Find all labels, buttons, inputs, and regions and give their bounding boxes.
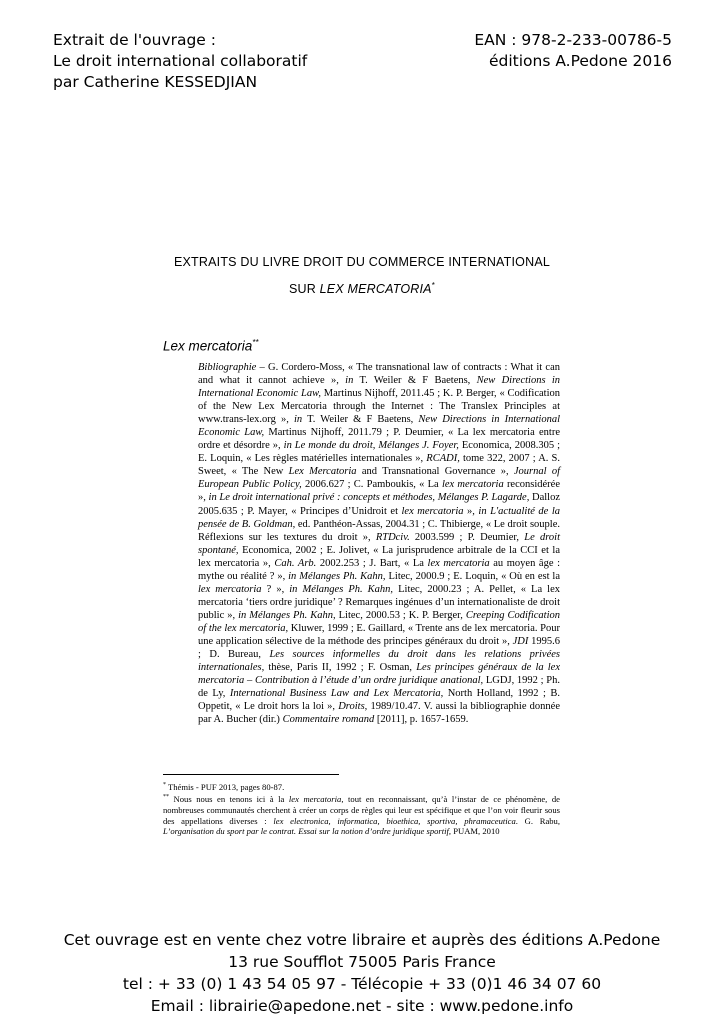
bibliography-segment: RCADI, bbox=[426, 453, 460, 465]
footnote-2 bbox=[163, 792, 560, 836]
bibliography-segment: Les sources informelles du droit dans les relations privées internationales, bbox=[198, 649, 560, 674]
footer-phone-fax: tel : + 33 (0) 1 43 54 05 97 - Télécopie + 33 (0)1 46 34 07 60 bbox=[122, 975, 602, 993]
footnote-2-segment: , PUAM, 2010 bbox=[448, 826, 500, 837]
bibliography-segment: in bbox=[345, 375, 354, 387]
header-publisher: éditions A.Pedone 2016 bbox=[488, 52, 672, 70]
bibliography-segment: », bbox=[463, 505, 479, 517]
bibliography-segment: and Transnational Governance », bbox=[356, 466, 514, 478]
bibliography-segment: in Mélanges Ph. Kahn, bbox=[288, 570, 386, 582]
bibliography-segment: JDI bbox=[512, 635, 529, 647]
bibliography-segment: New Directions in International Economic Law, bbox=[198, 414, 560, 439]
bibliography-segment: International Business Law and Lex Mercatoria, bbox=[229, 688, 444, 700]
bibliography-segment: reconsidérée », bbox=[198, 479, 560, 504]
footnote-2-segment: L’organisation du sport par le contrat. Essai sur la notion d’ordre juridique sportif bbox=[163, 826, 449, 837]
bibliography-segment: in Le monde du droit, Mélanges J. Foyer, bbox=[283, 440, 459, 452]
footnote-2-segment: lex electronica, informatica, bioethica, sportiva, phramaceutica bbox=[273, 815, 516, 826]
footnotes bbox=[163, 780, 560, 837]
document-title bbox=[0, 250, 724, 301]
bibliography-segment: Lex Mercatoria bbox=[288, 466, 357, 478]
bibliography-segment: 1989/10.47. V. aussi la bibliographie donnée par A. Bucher (dir.) bbox=[198, 701, 560, 726]
bibliography-segment: Litec, 2000.53 ; K. P. Berger, bbox=[335, 609, 466, 621]
header-book-title: Le droit international collaboratif bbox=[53, 52, 308, 70]
header-ean: EAN : 978-2-233-00786-5 bbox=[474, 31, 672, 49]
bibliography-segment: Martinus Nijhoff, 2011.79 ; P. Deumier, « La lex mercatoria entre ordre et désordre », bbox=[198, 427, 560, 452]
bibliography-segment: au moyen âge : mythe ou réalité ? », bbox=[198, 557, 561, 582]
bibliography-segment: Bibliographie bbox=[198, 362, 257, 373]
footer-sale-notice: Cet ouvrage est en vente chez votre libraire et auprès des éditions A.Pedone bbox=[63, 931, 661, 949]
bibliography-segment: [2011], p. 1657-1659. bbox=[374, 714, 469, 726]
bibliography-segment: lex mercatoria bbox=[427, 557, 490, 569]
bibliography-segment: Kluwer, 1999 ; E. Gaillard, « Trente ans de lex mercatoria. Pour une application sélective de la méthode des principes généraux du droit », bbox=[198, 622, 560, 647]
bibliography-segment: Commentaire romand bbox=[282, 714, 375, 726]
bibliography-segment: lex mercatoria bbox=[441, 479, 504, 491]
bibliography-segment: Droits, bbox=[338, 701, 368, 713]
bibliography-segment: in L'actualité de la pensée de B. Goldman, bbox=[198, 505, 560, 530]
bibliography-segment: T. Weiler & F Baetens, bbox=[302, 414, 419, 426]
section-footnote-mark: ** bbox=[252, 338, 259, 347]
bibliography-segment: in Le droit international privé : concepts et méthodes, Mélanges P. Lagarde, bbox=[208, 492, 530, 504]
footer-email-site: Email : librairie@apedone.net - site : www.pedone.info bbox=[150, 997, 574, 1015]
footnote-1 bbox=[163, 780, 560, 792]
footnote-2-segment: . G. Rabu, bbox=[515, 815, 560, 826]
footer-address: 13 rue Soufflot 75005 Paris France bbox=[228, 953, 496, 971]
bibliography-segment: – G. Cordero-Moss, « The transnational law of contracts : What it can and what it cannot achieve », bbox=[198, 362, 560, 387]
bibliography-segment: Litec, 2000.23 ; A. Pellet, « La lex mercatoria ‘tiers ordre juridique’ ? Remarques ingénues d’un internationaliste de droit public », bbox=[198, 583, 560, 621]
bibliography-segment: thèse, Paris II, 1992 ; F. Osman, bbox=[264, 662, 417, 674]
footnote-1-text: Thémis - PUF 2013, pages 80-87. bbox=[166, 781, 285, 792]
bibliography-segment: Martinus Nijhoff, 2011.45 ; K. P. Berger, « Codification of the New Lex Mercatoria through the Internet : The Translex Principles at www.trans-lex.org », bbox=[198, 388, 560, 426]
footnote-2-segment: , tout en reconnaissant, qu’à l’instar de ce phénomène, de nombreuses communautés cherchent à créer un corps de règles qui leur est spécifique et que l’on voir fleurir sous des appellations diverses : bbox=[163, 794, 560, 826]
bibliography-segment: T. Weiler & F Baetens, bbox=[353, 375, 477, 387]
bibliography-segment: in Mélanges Ph. Kahn, bbox=[289, 583, 394, 595]
bibliography-segment: New Directions in International Economic Law, bbox=[198, 375, 561, 400]
footnote-2-mark: ** bbox=[163, 794, 169, 801]
bibliography-segment: ed. Panthéon-Assas, 2004.31 ; C. Thibierge, « Le droit souple. Réflexions sur les textures du droit », bbox=[198, 518, 560, 543]
bibliography-segment: 2002.253 ; J. Bart, « La bbox=[316, 557, 428, 569]
footer bbox=[0, 929, 724, 1017]
bibliography-segment: Dalloz 2005.635 ; P. Mayer, « Principes d’Unidroit et bbox=[198, 492, 560, 517]
bibliography-segment: Journal of European Public Policy, bbox=[198, 466, 560, 491]
bibliography-segment: tome 322, 2007 ; A. S. Sweet, « The New bbox=[198, 453, 560, 478]
bibliography-segment: Le droit spontané, bbox=[198, 531, 560, 556]
bibliography-segment: Les principes généraux de la lex mercatoria – Contribution à l’étude d’un ordre juridique anational, bbox=[198, 662, 561, 687]
header-right bbox=[474, 30, 672, 72]
footnote-2-segment: lex mercatoria bbox=[288, 794, 342, 805]
header-extract-label: Extrait de l'ouvrage : bbox=[53, 31, 216, 49]
title-footnote-mark: * bbox=[431, 281, 436, 290]
header-author: par Catherine KESSEDJIAN bbox=[53, 73, 258, 91]
footnote-1-mark: * bbox=[163, 782, 166, 788]
footnote-2-segment: Nous nous en tenons ici à la bbox=[169, 794, 289, 805]
bibliography-segment: Cah. Arb. bbox=[274, 557, 317, 569]
bibliography-segment: lex mercatoria bbox=[401, 505, 464, 517]
bibliography-segment: lex mercatoria bbox=[198, 583, 262, 595]
bibliography-paragraph bbox=[198, 361, 560, 726]
bibliography-segment: Litec, 2000.9 ; E. Loquin, « Où en est la bbox=[385, 570, 561, 582]
bibliography-segment: LGDJ, 1992 ; Ph. de Ly, bbox=[198, 675, 560, 700]
bibliography-segment: 2003.599 ; P. Deumier, bbox=[409, 531, 525, 543]
bibliography-segment: Creeping Codification of the lex mercatoria, bbox=[198, 609, 561, 634]
bibliography-segment: 1995.6 ; D. Bureau, bbox=[198, 635, 561, 661]
bibliography-segment: ? », bbox=[261, 583, 290, 595]
bibliography-segment: RTDciv. bbox=[375, 531, 410, 543]
section-heading-text: Lex mercatoria bbox=[163, 338, 253, 354]
title-line-2 bbox=[0, 274, 724, 301]
bibliography-segment: North Holland, 1992 ; B. Oppetit, « Le droit hors la loi », bbox=[198, 688, 560, 713]
title-line-2-italic: LEX MERCATORIA bbox=[319, 282, 432, 297]
footnote-divider bbox=[163, 774, 339, 775]
bibliography-segment: 2006.627 ; C. Pamboukis, « La bbox=[301, 479, 442, 491]
title-line-1: EXTRAITS DU LIVRE DROIT DU COMMERCE INTERNATIONAL bbox=[173, 255, 551, 269]
bibliography-segment: Economica, 2008.305 ; E. Loquin, « Les règles matérielles internationales », bbox=[198, 440, 560, 465]
bibliography-segment: Economica, 2002 ; E. Jolivet, « La jurisprudence arbitrale de la CCI et la lex mercatoria », bbox=[198, 544, 560, 569]
bibliography-segment: in bbox=[294, 414, 303, 426]
bibliography-segment: in Mélanges Ph. Kahn, bbox=[238, 609, 336, 621]
header-left bbox=[53, 30, 307, 93]
title-line-2-prefix: SUR bbox=[288, 282, 320, 297]
section-heading bbox=[163, 338, 259, 354]
